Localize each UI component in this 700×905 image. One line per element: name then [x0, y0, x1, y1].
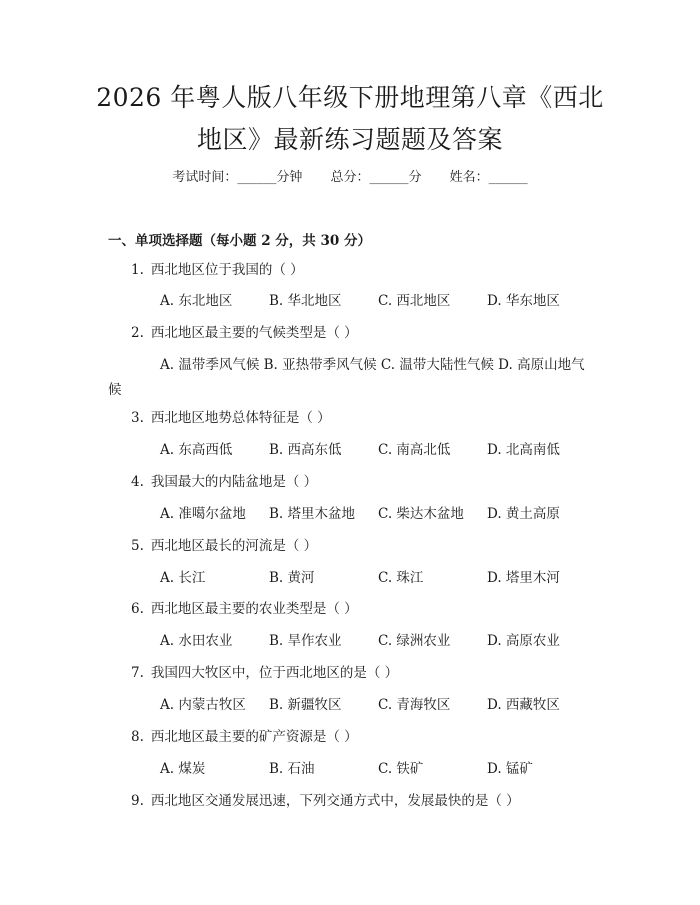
question-8 [131, 727, 358, 747]
question-4 [131, 472, 317, 492]
question-number: 3. [131, 410, 144, 426]
question-text: 我国最大的内陆盆地是（ ） [150, 474, 318, 490]
question-5 [131, 536, 317, 556]
option-b: B. 塔里木盆地 [269, 506, 356, 522]
option-c: C. 珠江 [378, 570, 424, 586]
question-number: 5. [131, 538, 144, 554]
section-heading-single-choice: 一、单项选择题（每小题 2 分，共 30 分） [108, 233, 371, 249]
option-c: C. 铁矿 [378, 761, 424, 777]
option-d: D. 西藏牧区 [487, 697, 560, 713]
question-2 [131, 323, 358, 343]
option-c: C. 西北地区 [378, 293, 451, 309]
option-b: B. 西高东低 [269, 442, 342, 458]
exam-info-bar [0, 168, 700, 188]
question-number: 8. [131, 729, 144, 745]
option-d: D. 黄土高原 [487, 506, 560, 522]
question-text: 西北地区最主要的农业类型是（ ） [150, 601, 358, 617]
option-c: C. 青海牧区 [378, 697, 451, 713]
question-6 [131, 599, 358, 619]
question-number: 7. [131, 665, 144, 681]
option-a: A. 东北地区 [160, 293, 233, 309]
question-number: 2. [131, 325, 144, 341]
option-a: A. 内蒙古牧区 [160, 697, 246, 713]
option-a: A. 东高西低 [160, 442, 233, 458]
question-text: 西北地区最长的河流是（ ） [150, 538, 318, 554]
student-name-field: 姓名：______ [449, 170, 528, 185]
option-b: B. 石油 [269, 761, 315, 777]
option-d: D. 锰矿 [487, 761, 533, 777]
question-number: 6. [131, 601, 144, 617]
question-text: 西北地区位于我国的（ ） [150, 262, 304, 278]
question-text: 西北地区交通发展迅速，下列交通方式中，发展最快的是（ ） [150, 793, 520, 809]
question-1 [131, 260, 304, 280]
option-b: B. 新疆牧区 [269, 697, 342, 713]
total-score-field: 总分：______分 [330, 170, 422, 185]
question-7 [131, 663, 398, 683]
option-d: D. 塔里木河 [487, 570, 560, 586]
question-text: 西北地区最主要的气候类型是（ ） [150, 325, 358, 341]
option-c: C. 柴达木盆地 [378, 506, 464, 522]
option-a: A. 水田农业 [160, 633, 233, 649]
option-b: B. 华北地区 [269, 293, 342, 309]
page-title-line-2: 地区》最新练习题题及答案 [196, 125, 503, 154]
option-a: A. 煤炭 [160, 761, 206, 777]
exam-time-field: 考试时间：______分钟 [172, 170, 303, 185]
question-text: 西北地区最主要的矿产资源是（ ） [150, 729, 358, 745]
option-c: C. 南高北低 [378, 442, 451, 458]
option-d: D. 高原农业 [487, 633, 560, 649]
question-number: 9. [131, 793, 144, 809]
question-9 [131, 791, 520, 811]
question-text: 我国四大牧区中，位于西北地区的是（ ） [150, 665, 399, 681]
option-d: D. 华东地区 [487, 293, 560, 309]
option-d: D. 北高南低 [487, 442, 560, 458]
question-number: 4. [131, 474, 144, 490]
option-b: B. 黄河 [269, 570, 315, 586]
question-2-options: A. 温带季风气候 B. 亚热带季风气候 C. 温带大陆性气候 D. 高原山地气候 [108, 357, 585, 398]
question-text: 西北地区地势总体特征是（ ） [150, 410, 331, 426]
page-title-line-1: 2026 年粤人版八年级下册地理第八章《西北 [96, 83, 604, 112]
question-3 [131, 408, 331, 428]
option-c: C. 绿洲农业 [378, 633, 451, 649]
question-number: 1. [131, 262, 144, 278]
option-a: A. 准噶尔盆地 [160, 506, 246, 522]
option-b: B. 旱作农业 [269, 633, 342, 649]
option-a: A. 长江 [160, 570, 206, 586]
